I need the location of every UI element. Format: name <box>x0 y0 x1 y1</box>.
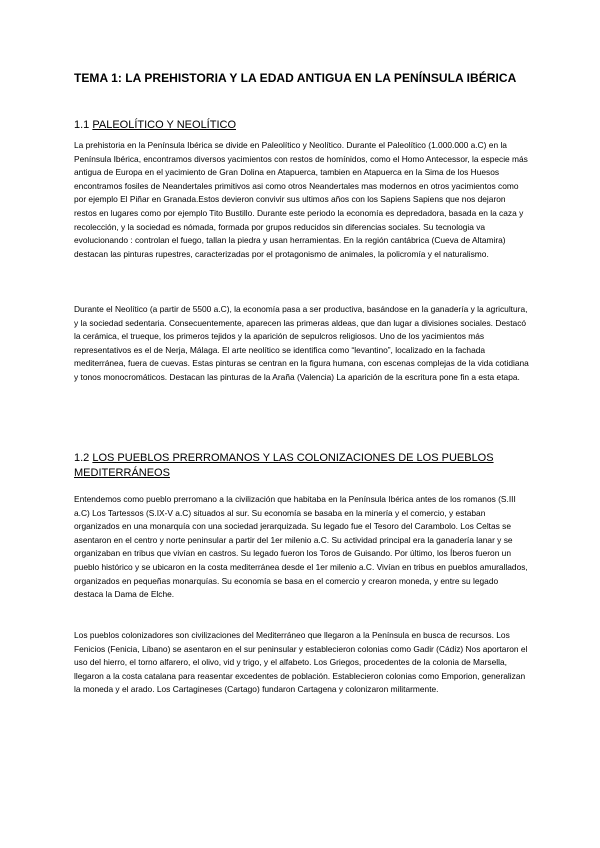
section-title: LOS PUEBLOS PRERROMANOS Y LAS COLONIZACIONES DE LOS PUEBLOS MEDITERRÁNEOS <box>74 452 494 479</box>
section-number: 1.1 <box>74 119 90 131</box>
document-title: TEMA 1: LA PREHISTORIA Y LA EDAD ANTIGUA EN LA PENÍNSULA IBÉRICA <box>74 71 517 85</box>
section-number: 1.2 <box>74 452 90 464</box>
paragraph-pueblos-colonizadores: Los pueblos colonizadores son civilizaciones del Mediterráneo que llegaron a la Península en busca de recursos. Los Fenicios (Fenicia, Líbano) se asentaron en el sur peninsular y establecieron colonias como Gadir (Cádiz) Nos aportaron el uso del hierro, el torno alfarero, el olivo, vid y trigo, y el alfabeto. Los Griegos, procedentes de la colonia de Marsella, llegaron a la costa catalana para reasentar excedentes de población. Establecieron colonias como Emporion, generalizan la moneda y el arado. Los Cartagineses (Cartago) fundaron Cartagena y colonizaron militarmente. <box>74 630 528 695</box>
section-heading-1-2 <box>74 451 534 481</box>
section-title: PALEOLÍTICO Y NEOLÍTICO <box>92 119 237 131</box>
paragraph-pueblos-prerromanos: Entendemos como pueblo prerromano a la civilización que habitaba en la Península Ibérica antes de los romanos (S.III a.C) Los Tartessos (S.IX-V a.C) situados al sur. Su economía se basaba en la minería y el comercio, y estaban organizados en una monarquía con una sociedad jerarquizada. Su legado fue el Tesoro del Carambolo. Los Celtas se asentaron en el centro y norte peninsular a partir del 1er milenio a.C. Su actividad principal era la ganadería lanar y se organizaban en tribus que vivían en castros. Su legado fueron los Toros de Guisando. Por último, los Íberos fueron un pueblo histórico y se ubicaron en la costa mediterránea desde el 1er milenio a.C. Vivían en tribus en pueblos amurallados, organizados en pequeñas monarquías. Su economía se basa en el comercio y crearon moneda, y entre su legado destaca la Dama de Elche. <box>74 494 528 600</box>
paragraph-paleolitico: La prehistoria en la Península Ibérica se divide en Paleolítico y Neolítico. Durante el Paleolítico (1.000.000 a.C) en la Península Ibérica, encontramos diversos yacimientos con restos de homínidos, como el Homo Antecessor, la especie más antigua de Europa en el yacimiento de Gran Dolina en Atapuerca, tambien en Atapuerca en la Sima de los Huesos encontramos fosiles de Neandertales primitivos asi como otros Neandertales mas modernos en otros yacimientos como por ejemplo El Piñar en Granada.Estos devieron convivir sus ultimos años con los Sapiens Sapiens que nos dejaron restos en lugares como por ejemplo Tito Bustillo. Durante este periodo la economía es depredadora, basada en la caza y recolección, y la sociedad es nómada, formada por grupos reducidos sin diferencias sociales. Su tecnologia va evolucionando : controlan el fuego, tallan la piedra y usan herramientas. En la región cantábrica (Cueva de Altamira) destacan las pinturas rupestres, caracterizadas por el protagonismo de animales, la policromía y el naturalismo. <box>74 140 528 259</box>
section-heading-1-1 <box>74 118 534 132</box>
paragraph-neolitico: Durante el Neolítico (a partir de 5500 a.C), la economía pasa a ser productiva, basándose en la ganadería y la agricultura, y la sociedad sedentaria. Consecuentemente, aparecen las primeras aldeas, que dan lugar a divisiones sociales. Destacó la cerámica, el trueque, los primeros tejidos y la aparición de sepulcros religiosos. Uno de los yacimientos más representativos es el de Nerja, Málaga. El arte neolítico se identifica como “levantino”, localizado en la fachada mediterránea, fuera de cuevas. Estas pinturas se centran en la figura humana, con escenas complejas de la vida cotidiana y tonos monocromáticos. Destacan las pinturas de la Araña (Valencia) La aparición de la escritura pone fin a esta etapa. <box>74 304 529 382</box>
